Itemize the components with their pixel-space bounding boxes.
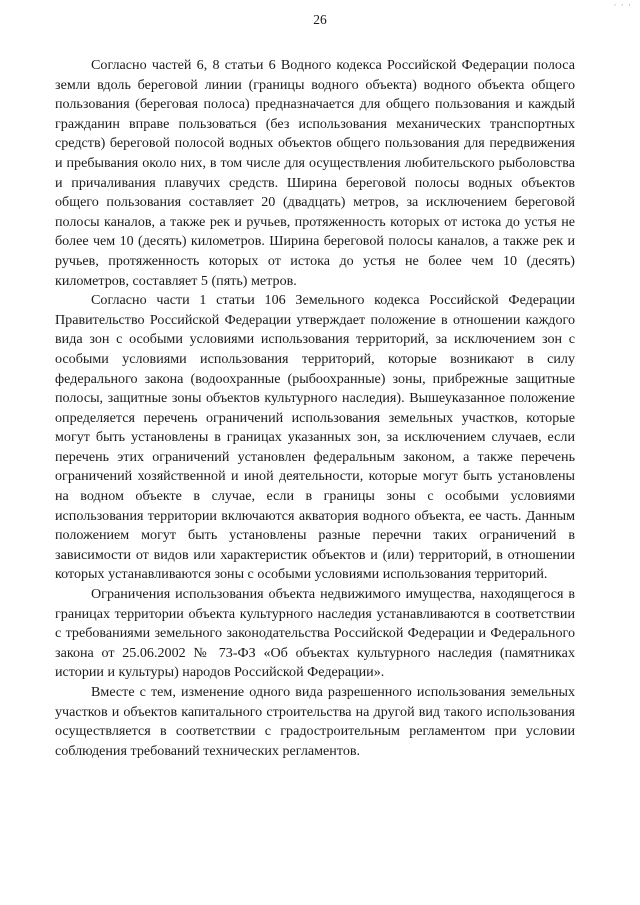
paragraph-permitted-use: Вместе с тем, изменение одного вида разрешенного использования земельных участков и объектов капитального строительства на другой вид такого использования осуществляется в соответствии с градостроительным регламентом при условии соблюдения требований технических регламентов. — [55, 684, 575, 759]
paragraph-cultural-heritage: Ограничения использования объекта недвижимого имущества, находящегося в границах территории объекта культурного наследия устанавливаются в соответствии с требованиями земельного законодательства Российской Федерации и Федерального закона от 25.06.2002 № 73-ФЗ «Об объектах культурного наследия (памятниках истории и культуры) народов Российской Федерации». — [55, 586, 575, 681]
paragraph-water-code: Согласно частей 6, 8 статьи 6 Водного кодекса Российской Федерации полоса земли вдоль береговой линии (границы водного объекта) водного объекта общего пользования (береговая полоса) предназначается для общего пользования и каждый гражданин вправе пользоваться (без использования механических транспортных средств) береговой полосой водных объектов общего пользования для передвижения и пребывания около них, в том числе для осуществления любительского рыболовства и причаливания плавучих средств. Ширина береговой полосы водных объектов общего пользования составляет 20 (двадцать) метров, за исключением береговой полосы каналов, а также рек и ручьев, протяженность которых от истока до устья не более чем 10 (десять) километров. Ширина береговой полосы каналов, а также рек и ручьев, протяженность которых от истока до устья не более чем 10 (десять) километров, составляет 5 (пять) метров. — [55, 57, 575, 289]
page-number: 26 — [313, 12, 327, 27]
paragraph-land-code: Согласно части 1 статьи 106 Земельного кодекса Российской Федерации Правительство Российской Федерации утверждает положение в отношении каждого вида зон с особыми условиями использования территорий, за исключением зон с особыми условиями использования территорий, которые возникают в силу федерального закона (водоохранные (рыбоохранные) зоны, прибрежные защитные полосы, защитные зоны объектов культурного наследия). Вышеуказанное положение определяется перечень ограничений использования земельных участков, которые могут быть установлены в границах указанных зон, за исключением случаев, если перечень этих ограничений установлен федеральным законом, а также перечень ограничений хозяйственной и иной деятельности, которые могут быть установлены на водном объекте в случае, если в границы зоны с особыми условиями использования территории включаются акватория водного объекта, ее часть. Данным положением могут быть установлены разные перечни таких ограничений в зависимости от видов или характеристик объектов и (или) территорий, в отношении которых устанавливаются зоны с особыми условиями использования территорий. — [55, 292, 575, 583]
corner-mark: · · · — [613, 0, 632, 10]
document-body — [55, 56, 575, 761]
